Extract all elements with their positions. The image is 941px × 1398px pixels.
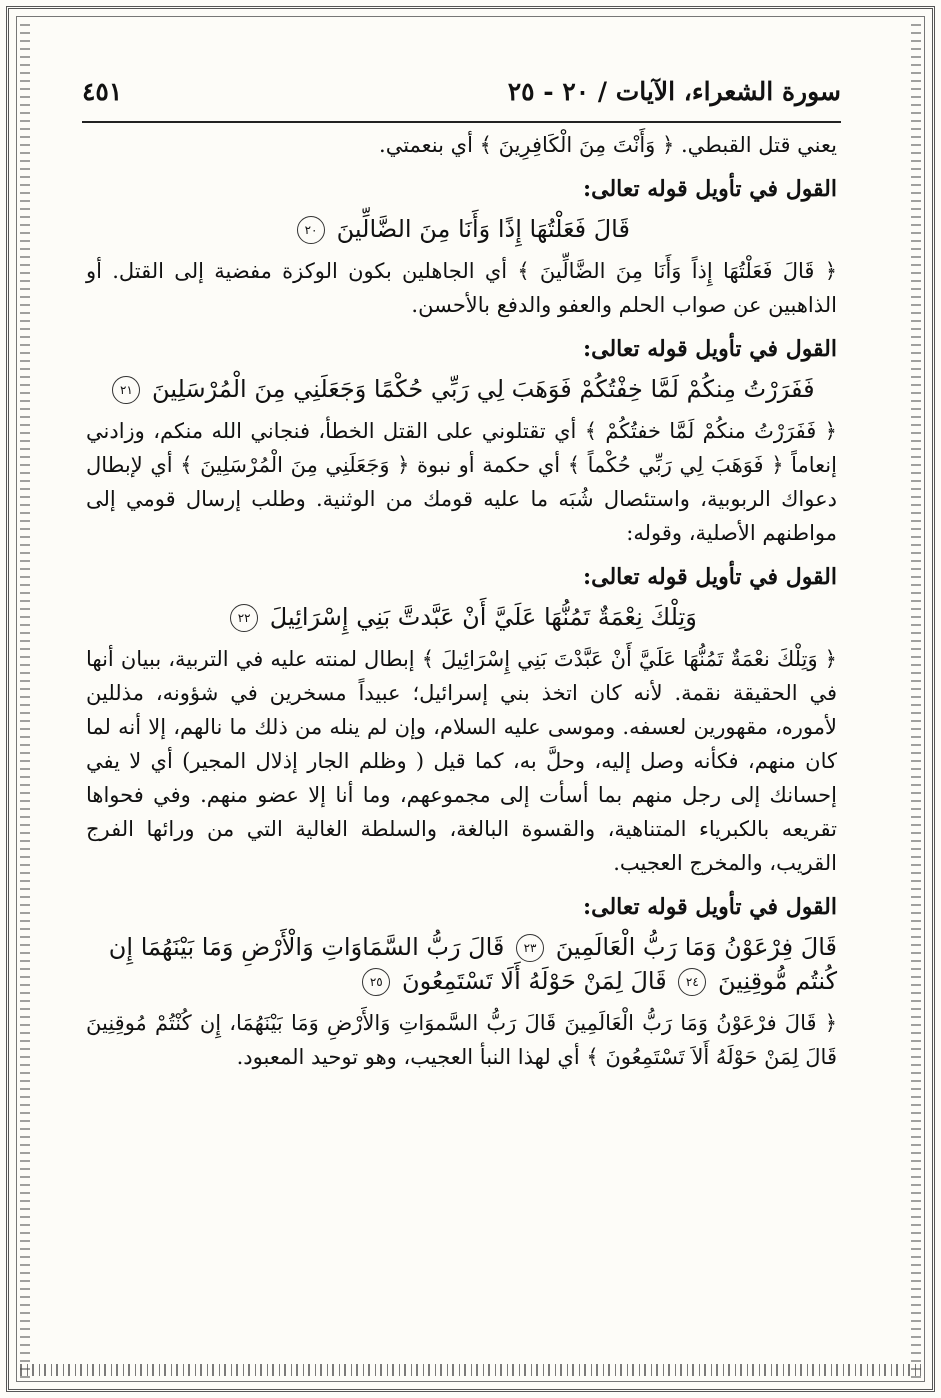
section-heading: القول في تأويل قوله تعالى: [583, 564, 837, 590]
paragraph: ﴿ قَالَ فَعَلْتُهَا إِذاً وَأَنَا مِنَ الضَّالِّينَ ﴾ أي الجاهلين بكون الوكزة مفضية إلى القتل. أو الذاهبين عن صواب الحلم والعفو والدفع بالأحسن. [86, 259, 837, 317]
running-title: سورة الشعراء، الآيات / ٢٠ - ٢٥ [507, 76, 841, 106]
section-heading: القول في تأويل قوله تعالى: [583, 336, 837, 362]
verse-number-marker: ٢٠ [297, 216, 325, 244]
border-ornament-bottom [20, 1364, 921, 1376]
quran-verse [86, 930, 837, 998]
border-ornament-left [20, 20, 30, 1378]
verse-number-marker: ٢٣ [516, 934, 544, 962]
paragraph: ﴿ وَتِلْكَ نعْمَةٌ تَمُنُّهَا عَلَيَّ أَنْ عَبَّدْتَ بَنِي إِسْرَائِيلَ ﴾ إبطال لمنته عليه في التربية، ببيان أنها في الحقيقة نقمة. لأنه كان اتخذ بني إسرائيل؛ عبيداً مسخرين في شؤونه، مذللين لأموره، مقهورين لعسفه. وموسى عليه السلام، وإن لم ينله من ذلك ما نالهم، إلا أنه لما كان منهم، فكأنه وصل إليه، وحلَّ به، كما قيل ( وظلم الجار إذلال المجير) أي لا يفي إحسانك إلى رجل منهم بما أسأت إلى مجموعهم، وما أنا إلا عضو منهم. وفي فحواها تقريعه بالكبرياء المتناهية، والقسوة البالغة، والسلطة الغالية التي من ورائها الفرج القريب، والمخرج العجيب. [86, 647, 837, 875]
quran-verse [86, 600, 837, 634]
quran-verse [86, 212, 837, 246]
verse-text: قَالَ لِمَنْ حَوْلَهُ أَلَا تَسْتَمِعُونَ [401, 967, 667, 995]
border-ornament-right [911, 20, 921, 1378]
verse-text: وَتِلْكَ نِعْمَةٌ تَمُنُّهَا عَلَيَّ أَنْ عَبَّدتَّ بَنِي إِسْرَائِيلَ [269, 603, 697, 631]
verse-number-marker: ٢٤ [678, 968, 706, 996]
paragraph: يعني قتل القبطي. ﴿ وَأَنْتَ مِنَ الْكَافِرِينَ ﴾ أي بنعمتي. [379, 133, 837, 157]
verse-number-marker: ٢١ [112, 376, 140, 404]
header-rule [82, 121, 841, 123]
section-heading: القول في تأويل قوله تعالى: [583, 894, 837, 920]
verse-number-marker: ٢٥ [362, 968, 390, 996]
verse-text: فَفَرَرْتُ مِنكُمْ لَمَّا خِفْتُكُمْ فَوَهَبَ لِي رَبِّي حُكْمًا وَجَعَلَنِي مِنَ الْمُرْسَلِينَ [152, 375, 815, 403]
verse-text: قَالَ فَعَلْتُهَا إِذًا وَأَنَا مِنَ الضَّالِّينَ [336, 215, 630, 243]
page-body [86, 128, 837, 1074]
verse-text: قَالَ رَبُّ السَّمَاوَاتِ وَالْأَرْضِ وَمَا بَيْنَهُمَا إِن كُنتُم مُّوقِنِينَ [108, 933, 837, 995]
page-number: ٤٥١ [82, 76, 123, 106]
running-header [82, 62, 841, 120]
section-heading: القول في تأويل قوله تعالى: [583, 176, 837, 202]
verse-text: قَالَ فِرْعَوْنُ وَمَا رَبُّ الْعَالَمِينَ [555, 933, 837, 961]
paragraph: ﴿ قَالَ فرْعَوْنُ وَمَا رَبُّ الْعَالَمِينَ قَالَ رَبُّ السَّموَاتِ وَالأَرْضِ وَمَا بَيْنَهُمَا، إِن كُنْتُمْ مُوقِنِينَ قَالَ لِمَنْ حَوْلَهُ أَلاَ تَسْتَمِعُونَ ﴾ أي لهذا النبأ العجيب، وهو توحيد المعبود. [86, 1011, 837, 1069]
paragraph: ﴿ فَفَرَرْتُ منكُمْ لَمَّا خفتُكُمْ ﴾ أي تقتلوني على القتل الخطأ، فنجاني الله منكم، وزادني إنعاماً ﴿ فَوَهَبَ لِي رَبِّي حُكْماً ﴾ أي حكمة أو نبوة ﴿ وَجَعَلَنِي مِنَ الْمُرْسَلِينَ ﴾ أي لإبطال دعواك الربوبية، واستئصال شُبَه ما عليه قومك من الوثنية. وطلب إرسال قومي إلى مواطنهم الأصلية، وقوله: [86, 419, 837, 545]
quran-verse [86, 372, 837, 406]
verse-number-marker: ٢٢ [230, 604, 258, 632]
